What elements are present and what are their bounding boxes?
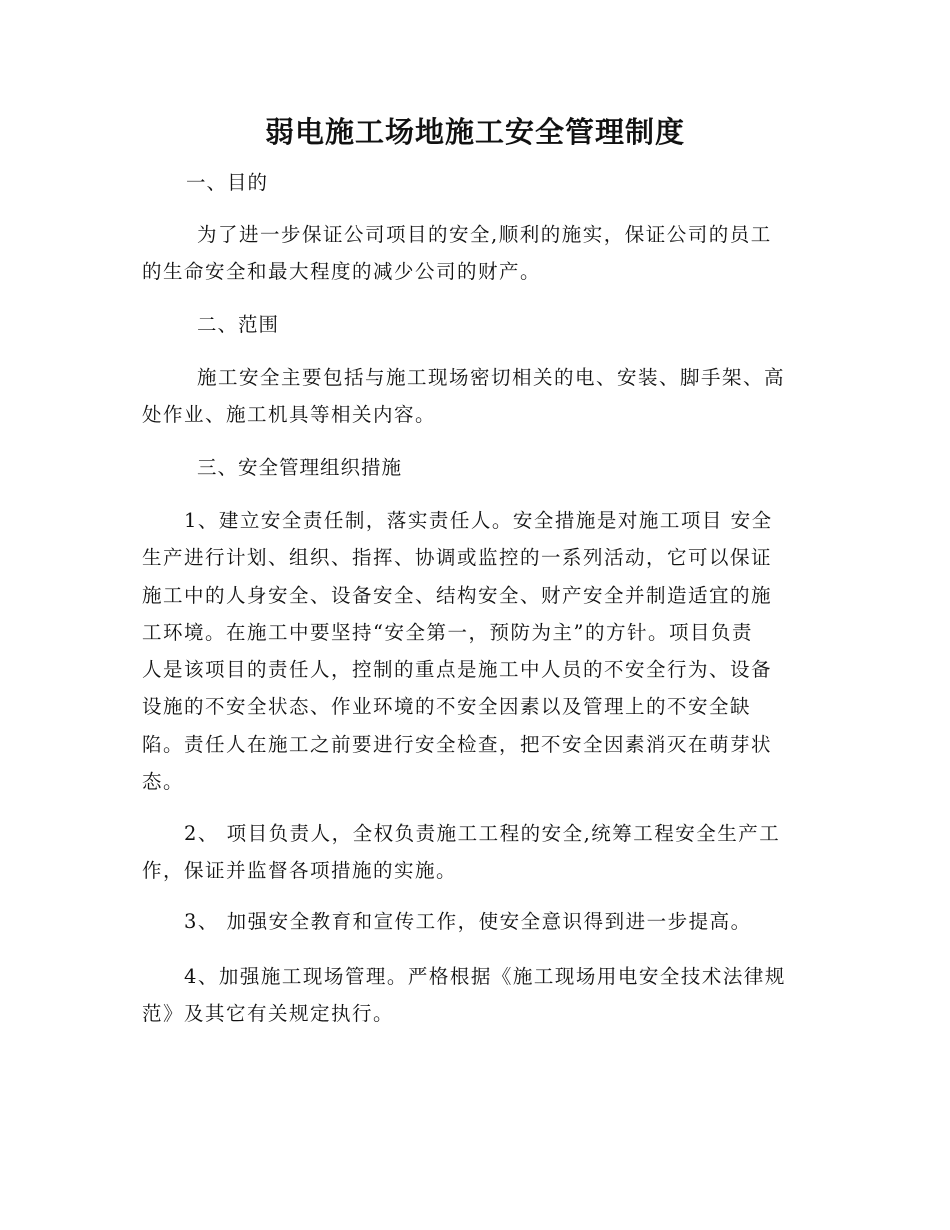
- paragraph-purpose: [142, 216, 810, 291]
- paragraph-item-3: [142, 903, 810, 940]
- paragraph-item-4: [142, 958, 810, 1033]
- text-line: 设施的不安全状态、作业环境的不安全因素以及管理上的不安全缺: [142, 695, 752, 719]
- text-line: 1、建立安全责任制，落实责任人。安全措施是对施工项目 安全: [184, 509, 773, 532]
- text-line: 的生命安全和最大程度的减少公司的财产。: [142, 260, 542, 284]
- text-line: 处作业、施工机具等相关内容。: [142, 403, 437, 427]
- text-line: 施工中的人身安全、设备安全、结构安全、财产安全并制造适宜的施: [142, 583, 773, 607]
- paragraph-scope: [142, 359, 810, 434]
- text-line: 人是该项目的责任人，控制的重点是施工中人员的不安全行为、设备: [142, 658, 773, 682]
- text-line: 工环境。在施工中要坚持“安全第一，预防为主”的方针。项目负责: [142, 620, 753, 644]
- text-line: 生产进行计划、组织、指挥、协调或监控的一系列活动，它可以保证: [142, 546, 773, 570]
- text-line: 态。: [142, 770, 185, 794]
- text-line: 3、 加强安全教育和宣传工作，使安全意识得到进一步提高。: [184, 910, 752, 933]
- paragraph-item-1: [142, 502, 810, 800]
- section-heading-purpose: 一、目的: [186, 171, 269, 194]
- paragraph-item-2: [142, 815, 810, 890]
- text-line: 施工安全主要包括与施工现场密切相关的电、安装、脚手架、高: [197, 366, 786, 389]
- text-line: 作，保证并监督各项措施的实施。: [142, 859, 458, 883]
- section-heading-measures: 三、安全管理组织措施: [197, 456, 403, 479]
- text-line: 为了进一步保证公司项目的安全,顺利的施实，保证公司的员工: [197, 223, 772, 246]
- section-heading-scope: 二、范围: [197, 313, 280, 336]
- text-line: 4、加强施工现场管理。严格根据《施工现场用电安全技术法律规: [184, 965, 786, 988]
- text-line: 2、 项目负责人，全权负责施工工程的安全,统筹工程安全生产工: [184, 822, 781, 845]
- text-line: 范》及其它有关规定执行。: [142, 1002, 395, 1026]
- text-line: 陷。责任人在施工之前要进行安全检查，把不安全因素消灭在萌芽状: [142, 732, 773, 756]
- document-title: 弱电施工场地施工安全管理制度: [264, 115, 685, 149]
